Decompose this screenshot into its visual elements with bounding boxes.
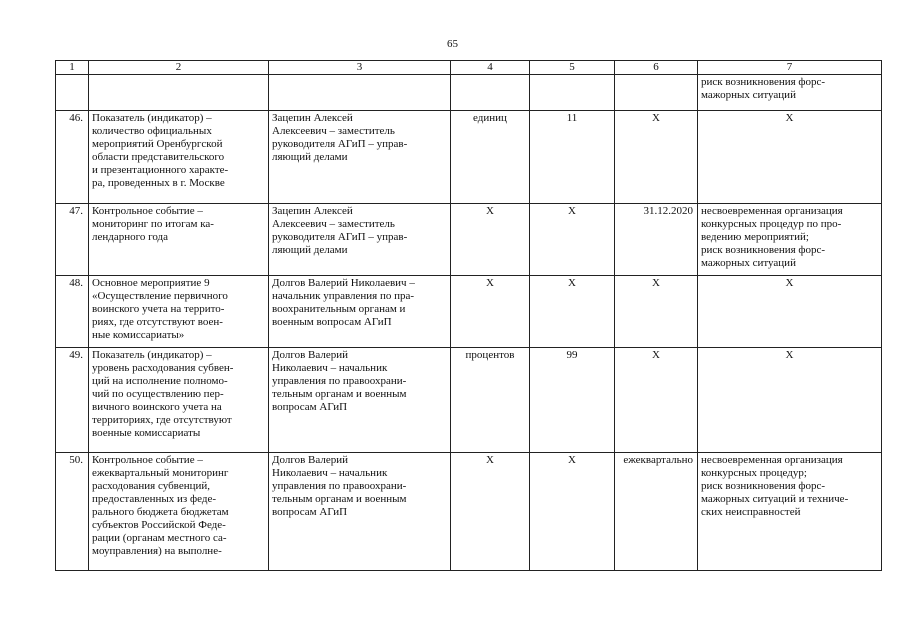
plan-table (55, 60, 882, 571)
cell-value: 99 (530, 348, 615, 453)
header-col-3: 3 (269, 61, 451, 75)
header-col-2: 2 (89, 61, 269, 75)
cell-empty (89, 75, 269, 111)
cell-number: 47. (56, 204, 89, 276)
cell-value: X (530, 276, 615, 348)
cell-risk: X (698, 111, 882, 204)
cell-responsible: Долгов Валерий Николаевич – начальник управления по правоохрани- тельным органам и военным вопросам АГиП (269, 348, 451, 453)
header-col-7: 7 (698, 61, 882, 75)
cell-number: 48. (56, 276, 89, 348)
page-number: 65 (447, 38, 458, 50)
cell-number: 46. (56, 111, 89, 204)
cell-value: X (530, 204, 615, 276)
cell-risk: X (698, 276, 882, 348)
cell-date: X (615, 276, 698, 348)
cell-date: ежеквартально (615, 453, 698, 571)
header-col-1: 1 (56, 61, 89, 75)
table-row (56, 204, 882, 276)
cell-risk: несвоевременная организация конкурсных процедур; риск возникновения форс- мажорных ситуаций и техниче- ских неисправностей (698, 453, 882, 571)
header-col-6: 6 (615, 61, 698, 75)
cell-unit: процентов (451, 348, 530, 453)
cell-value: X (530, 453, 615, 571)
cell-risk: риск возникновения форс- мажорных ситуаций (698, 75, 882, 111)
cell-name: Контрольное событие – мониторинг по итогам ка- лендарного года (89, 204, 269, 276)
cell-value: 11 (530, 111, 615, 204)
cell-risk: X (698, 348, 882, 453)
cell-name: Показатель (индикатор) – уровень расходования субвен- ций на исполнение полномо- чий по осуществлению пер- вичного воинского учета на территориях, где отсутствуют военные комиссариаты (89, 348, 269, 453)
table-row (56, 348, 882, 453)
cell-responsible: Зацепин Алексей Алексеевич – заместитель руководителя АГиП – управ- ляющий делами (269, 204, 451, 276)
cell-number: 49. (56, 348, 89, 453)
cell-unit: X (451, 276, 530, 348)
cell-unit: X (451, 453, 530, 571)
cell-empty (269, 75, 451, 111)
cell-empty (451, 75, 530, 111)
header-col-4: 4 (451, 61, 530, 75)
cell-empty (615, 75, 698, 111)
cell-number: 50. (56, 453, 89, 571)
table-row (56, 111, 882, 204)
continuation-row (56, 75, 882, 111)
header-col-5: 5 (530, 61, 615, 75)
cell-empty (530, 75, 615, 111)
cell-empty (56, 75, 89, 111)
cell-date: 31.12.2020 (615, 204, 698, 276)
cell-date: X (615, 111, 698, 204)
cell-date: X (615, 348, 698, 453)
cell-responsible: Зацепин Алексей Алексеевич – заместитель руководителя АГиП – управ- ляющий делами (269, 111, 451, 204)
cell-name: Основное мероприятие 9 «Осуществление первичного воинского учета на террито- риях, где отсутствуют воен- ные комиссариаты» (89, 276, 269, 348)
table-row (56, 276, 882, 348)
cell-risk: несвоевременная организация конкурсных процедур по про- ведению мероприятий; риск возникновения форс- мажорных ситуаций (698, 204, 882, 276)
header-row (56, 61, 882, 75)
cell-unit: единиц (451, 111, 530, 204)
cell-name: Контрольное событие – ежеквартальный мониторинг расходования субвенций, предоставленных из феде- рального бюджета бюджетам субъектов Российской Феде- рации (органам местного са- моуправления) на выполне- (89, 453, 269, 571)
cell-unit: X (451, 204, 530, 276)
cell-responsible: Долгов Валерий Николаевич – начальник управления по правоохрани- тельным органам и военным вопросам АГиП (269, 453, 451, 571)
table-row (56, 453, 882, 571)
cell-name: Показатель (индикатор) – количество официальных мероприятий Оренбургской области представительского и презентационного характе- ра, проведенных в г. Москве (89, 111, 269, 204)
cell-responsible: Долгов Валерий Николаевич – начальник управления по пра- воохранительным органам и военным вопросам АГиП (269, 276, 451, 348)
